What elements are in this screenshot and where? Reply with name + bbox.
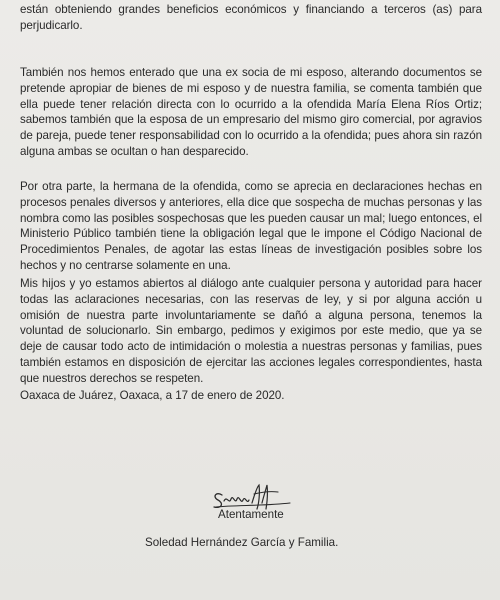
paragraph-dialogue-offer: Mis hijos y yo estamos abiertos al diálogo ante cualquier persona y autoridad para hacer todas las aclaraciones necesarias, con las reservas de ley, y si por alguna acción u omisión de nuestra parte involuntariamente se dañó a alguna persona, tenemos la voluntad de solucionarlo. Sin embargo, pedimos y exigimos por este medio, que ya se deje de causar todo acto de intimidación o molestia a nuestras personas y familias, pues también estamos en disposición de ejercitar las acciones legales correspondientes, hasta que nuestros derechos se respeten. <box>20 277 482 385</box>
date-line: Oaxaca de Juárez, Oaxaca, a 17 de enero de 2020. <box>20 389 285 402</box>
paragraph-continuation: están obteniendo grandes beneficios económicos y financiando a terceros (as) para perjudicarlo. <box>20 3 482 32</box>
signer-name: Soledad Hernández García y Familia. <box>145 536 339 549</box>
paragraph-former-partner: También nos hemos enterado que una ex socia de mi esposo, alterando documentos se pretende apropiar de bienes de mi esposo y de nuestra familia, se comenta también que ella puede tener relación directa con lo ocurrido a la ofendida María Elena Ríos Ortiz; sabemos también que la esposa de un empresario del mismo giro comercial, por agravios de pareja, puede tener responsabilidad con lo ocurrido a la ofendida; pues ahora sin razón alguna ambas se ocultan o han desparecido. <box>20 66 482 158</box>
paragraph-sister-statements: Por otra parte, la hermana de la ofendida, como se aprecia en declaraciones hechas en procesos penales diversos y anteriores, ella dice que sospecha de muchas personas y las nombra como las posibles sospechosas que les pueden causar un mal; luego entonces, el Ministerio Público también tiene la obligación legal que le impone el Código Nacional de Procedimientos Penales, de agotar las estas líneas de investigación posibles sobre los hechos y no centrarse solamente en una. <box>20 180 482 272</box>
closing-word: Atentamente <box>218 508 284 521</box>
